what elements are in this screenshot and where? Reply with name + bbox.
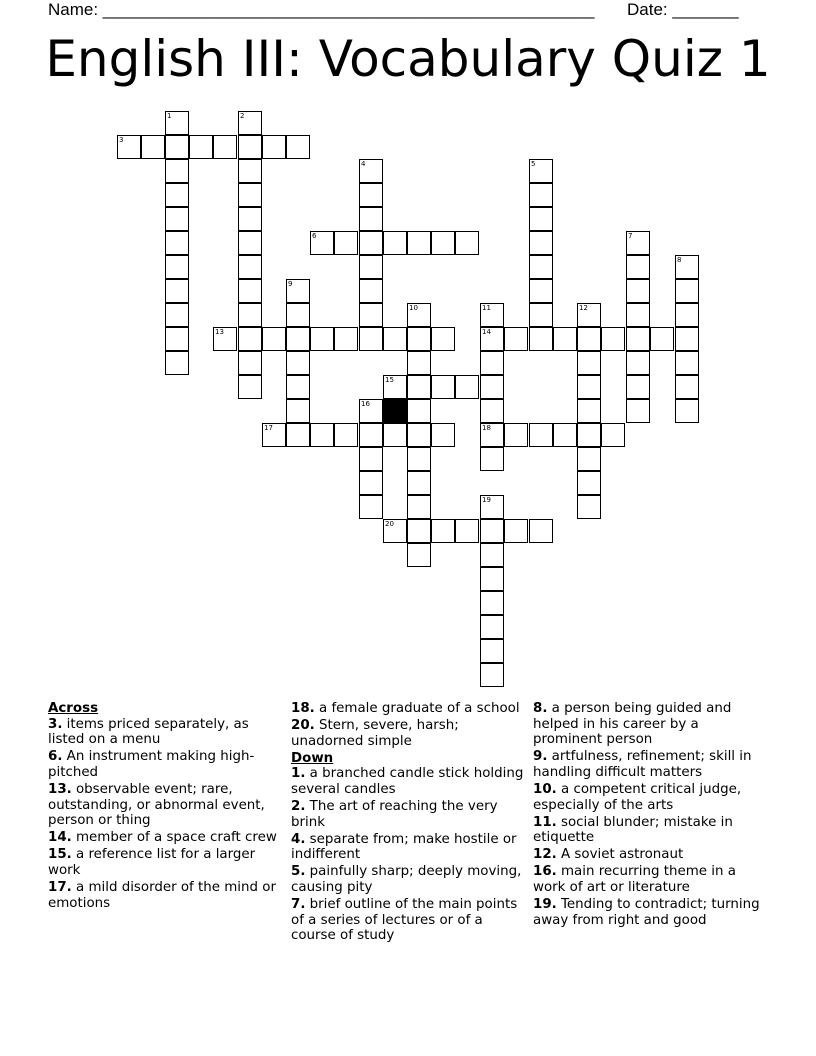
grid-cell[interactable] — [675, 327, 699, 351]
grid-cell[interactable] — [165, 159, 189, 183]
grid-cell[interactable] — [359, 495, 383, 519]
grid-cell[interactable] — [553, 327, 577, 351]
clue-item-text: Stern, severe, harsh; unadorned simple — [291, 718, 459, 749]
grid-cell[interactable] — [238, 231, 262, 255]
grid-cell[interactable] — [359, 159, 383, 183]
grid-cell[interactable] — [626, 231, 650, 255]
grid-cell[interactable] — [529, 279, 553, 303]
clue-column-3 — [533, 701, 768, 930]
grid-cell[interactable] — [626, 327, 650, 351]
grid-cell[interactable] — [529, 231, 553, 255]
grid-cell[interactable] — [286, 303, 310, 327]
grid-cell[interactable] — [286, 351, 310, 375]
clue-item-number: 11. — [533, 814, 557, 830]
grid-cell[interactable] — [334, 423, 358, 447]
clue-item-number: 9. — [533, 749, 548, 765]
clue-item-text: a reference list for a larger work — [48, 847, 256, 878]
grid-cell[interactable] — [431, 423, 455, 447]
clue-item-number: 14. — [48, 830, 72, 846]
grid-cell[interactable] — [262, 327, 286, 351]
grid-cell[interactable] — [165, 303, 189, 327]
grid-cell[interactable] — [529, 327, 553, 351]
clue-item-number: 13. — [48, 781, 72, 797]
clue-number: 10 — [409, 304, 418, 312]
grid-cell[interactable] — [431, 327, 455, 351]
clue-number: 8 — [677, 256, 682, 264]
grid-cell[interactable] — [601, 423, 625, 447]
clue-number: 17 — [264, 424, 273, 432]
grid-cell[interactable] — [529, 519, 553, 543]
clue-item — [48, 880, 283, 911]
clue-item-number: 5. — [291, 864, 306, 880]
grid-cell[interactable] — [626, 351, 650, 375]
clue-number: 15 — [385, 376, 394, 384]
grid-cell[interactable] — [455, 375, 479, 399]
grid-cell[interactable] — [213, 135, 237, 159]
page-title: English III: Vocabulary Quiz 1 — [45, 30, 771, 88]
grid-cell[interactable] — [529, 159, 553, 183]
clue-item — [48, 847, 283, 878]
grid-cell[interactable] — [577, 423, 601, 447]
grid-cell[interactable] — [286, 399, 310, 423]
grid-cell[interactable] — [480, 663, 504, 687]
clue-item-text: member of a space craft crew — [71, 830, 277, 846]
grid-cell[interactable] — [310, 423, 334, 447]
grid-cell[interactable] — [165, 183, 189, 207]
clue-item-number: 19. — [533, 897, 557, 913]
grid-cell[interactable] — [626, 399, 650, 423]
grid-cell[interactable] — [383, 327, 407, 351]
clue-item — [533, 897, 768, 928]
grid-cell[interactable] — [455, 519, 479, 543]
grid-cell[interactable] — [359, 279, 383, 303]
grid-cell[interactable] — [529, 183, 553, 207]
grid-cell[interactable] — [286, 327, 310, 351]
clue-item — [533, 864, 768, 895]
grid-cell[interactable] — [577, 471, 601, 495]
clue-item-text: a female graduate of a school — [314, 701, 520, 716]
grid-cell[interactable] — [577, 495, 601, 519]
grid-cell[interactable] — [529, 303, 553, 327]
clue-item — [291, 897, 526, 944]
grid-cell[interactable] — [383, 375, 407, 399]
clue-item — [291, 832, 526, 863]
clue-item — [533, 749, 768, 780]
grid-cell[interactable] — [165, 231, 189, 255]
grid-cell[interactable] — [165, 255, 189, 279]
clue-number: 3 — [119, 136, 124, 144]
clue-item-number: 10. — [533, 781, 557, 797]
clue-item — [48, 830, 283, 846]
grid-cell[interactable] — [480, 375, 504, 399]
grid-cell[interactable] — [480, 303, 504, 327]
grid-cell[interactable] — [553, 423, 577, 447]
grid-cell[interactable] — [577, 327, 601, 351]
clue-item-number: 18. — [291, 701, 315, 716]
clue-number: 6 — [312, 232, 317, 240]
grid-cell[interactable] — [286, 375, 310, 399]
grid-cell[interactable] — [529, 423, 553, 447]
clue-item-text: social blunder; mistake in etiquette — [533, 814, 733, 846]
grid-cell[interactable] — [359, 207, 383, 231]
grid-cell[interactable] — [480, 591, 504, 615]
grid-cell[interactable] — [359, 303, 383, 327]
clue-item-text: artfulness, refinement; skill in handling difficult matters — [533, 749, 752, 780]
clue-item-text: observable event; rare, outstanding, or abnormal event, person or thing — [48, 781, 265, 829]
clue-item-text: a person being guided and helped in his career by a prominent person — [533, 701, 732, 748]
grid-cell[interactable] — [359, 471, 383, 495]
grid-cell[interactable] — [238, 375, 262, 399]
grid-cell[interactable] — [165, 351, 189, 375]
grid-cell[interactable] — [529, 255, 553, 279]
grid-cell[interactable] — [117, 135, 141, 159]
grid-cell[interactable] — [286, 279, 310, 303]
grid-cell[interactable] — [480, 639, 504, 663]
grid-cell[interactable] — [407, 375, 431, 399]
clue-item-text: The art of reaching the very brink — [291, 799, 498, 830]
clue-item-number: 2. — [291, 799, 306, 815]
clue-item-number: 8. — [533, 701, 548, 716]
clue-item — [533, 847, 768, 863]
grid-cell[interactable] — [431, 519, 455, 543]
clue-number: 13 — [215, 328, 224, 336]
clue-number: 20 — [385, 520, 394, 528]
clue-item — [48, 717, 283, 748]
grid-cell[interactable] — [577, 447, 601, 471]
clue-item-text: painfully sharp; deeply moving, causing pity — [291, 864, 522, 896]
clue-number: 19 — [482, 496, 491, 504]
clue-number: 2 — [240, 112, 245, 120]
clue-number: 11 — [482, 304, 491, 312]
grid-cell[interactable] — [407, 447, 431, 471]
grid-cell[interactable] — [334, 231, 358, 255]
grid-cell[interactable] — [480, 567, 504, 591]
grid-cell[interactable] — [577, 351, 601, 375]
grid-cell[interactable] — [359, 327, 383, 351]
clue-item — [533, 815, 768, 846]
grid-cell[interactable] — [238, 327, 262, 351]
clue-number: 1 — [167, 112, 172, 120]
grid-cell[interactable] — [262, 423, 286, 447]
grid-cell[interactable] — [238, 279, 262, 303]
clue-item-text: A soviet astronaut — [556, 847, 684, 863]
grid-cell[interactable] — [431, 375, 455, 399]
grid-cell[interactable] — [601, 327, 625, 351]
grid-cell[interactable] — [626, 303, 650, 327]
grid-cell[interactable] — [310, 327, 334, 351]
grid-cell[interactable] — [189, 135, 213, 159]
grid-cell[interactable] — [238, 207, 262, 231]
grid-cell[interactable] — [626, 375, 650, 399]
grid-cell[interactable] — [407, 327, 431, 351]
clue-item — [533, 701, 768, 748]
across-heading: Across — [48, 701, 99, 716]
grid-cell[interactable] — [431, 231, 455, 255]
grid-cell[interactable] — [577, 375, 601, 399]
grid-cell[interactable] — [238, 183, 262, 207]
grid-cell[interactable] — [359, 255, 383, 279]
clue-item-text: a branched candle stick holding several candles — [291, 766, 524, 797]
grid-cell[interactable] — [675, 303, 699, 327]
clue-column-2 — [291, 701, 526, 945]
grid-cell[interactable] — [286, 423, 310, 447]
grid-cell[interactable] — [359, 423, 383, 447]
grid-cell[interactable] — [480, 399, 504, 423]
grid-cell[interactable] — [407, 303, 431, 327]
grid-cell[interactable] — [383, 519, 407, 543]
clue-item-number: 7. — [291, 897, 306, 913]
grid-cell[interactable] — [238, 135, 262, 159]
clue-item — [533, 782, 768, 813]
grid-cell[interactable] — [480, 447, 504, 471]
grid-cell[interactable] — [141, 135, 165, 159]
grid-cell[interactable] — [359, 231, 383, 255]
grid-cell[interactable] — [383, 231, 407, 255]
grid-cell[interactable] — [577, 303, 601, 327]
clue-item-number: 20. — [291, 718, 315, 734]
grid-cell[interactable] — [407, 423, 431, 447]
clue-item-number: 17. — [48, 880, 72, 896]
clue-item-number: 3. — [48, 716, 63, 732]
black-square — [383, 399, 407, 423]
grid-cell[interactable] — [286, 135, 310, 159]
grid-cell[interactable] — [650, 327, 674, 351]
grid-cell[interactable] — [238, 111, 262, 135]
grid-cell[interactable] — [504, 423, 528, 447]
clue-item-number: 15. — [48, 847, 72, 863]
grid-cell[interactable] — [238, 351, 262, 375]
grid-cell[interactable] — [407, 543, 431, 567]
grid-cell[interactable] — [504, 519, 528, 543]
grid-cell[interactable] — [675, 255, 699, 279]
grid-cell[interactable] — [480, 615, 504, 639]
grid-cell[interactable] — [407, 351, 431, 375]
grid-cell[interactable] — [310, 231, 334, 255]
clue-column-1 — [48, 701, 283, 913]
grid-cell[interactable] — [165, 279, 189, 303]
clue-item-number: 12. — [533, 847, 557, 863]
clue-item — [291, 701, 526, 717]
grid-cell[interactable] — [238, 255, 262, 279]
grid-cell[interactable] — [407, 519, 431, 543]
clue-number: 9 — [288, 280, 293, 288]
grid-cell[interactable] — [577, 399, 601, 423]
clue-number: 16 — [361, 400, 370, 408]
clue-item-text: Tending to contradict; turning away from right and good — [533, 897, 760, 928]
clue-number: 18 — [482, 424, 491, 432]
clue-number: 4 — [361, 160, 366, 168]
clue-item — [48, 782, 283, 829]
grid-cell[interactable] — [359, 399, 383, 423]
clue-item — [291, 718, 526, 749]
grid-cell[interactable] — [480, 495, 504, 519]
grid-cell[interactable] — [407, 399, 431, 423]
date-field[interactable]: Date: _______ — [627, 0, 739, 19]
grid-cell[interactable] — [334, 327, 358, 351]
grid-cell[interactable] — [675, 399, 699, 423]
grid-cell[interactable] — [359, 183, 383, 207]
grid-cell[interactable] — [165, 207, 189, 231]
clue-item-text: items priced separately, as listed on a menu — [48, 716, 249, 748]
clue-item-text: a competent critical judge, especially of the arts — [533, 781, 742, 813]
grid-cell[interactable] — [407, 231, 431, 255]
grid-cell[interactable] — [480, 423, 504, 447]
grid-cell[interactable] — [165, 327, 189, 351]
grid-cell[interactable] — [480, 327, 504, 351]
clue-number: 5 — [531, 160, 536, 168]
grid-cell[interactable] — [529, 207, 553, 231]
grid-cell[interactable] — [407, 495, 431, 519]
grid-cell[interactable] — [407, 471, 431, 495]
clue-item-text: a mild disorder of the mind or emotions — [48, 880, 276, 911]
grid-cell[interactable] — [262, 135, 286, 159]
clue-item — [48, 749, 283, 780]
grid-cell[interactable] — [455, 231, 479, 255]
clue-number: 12 — [579, 304, 588, 312]
clue-number: 7 — [628, 232, 633, 240]
grid-cell[interactable] — [238, 159, 262, 183]
grid-cell[interactable] — [626, 279, 650, 303]
grid-cell[interactable] — [213, 327, 237, 351]
clue-item-number: 4. — [291, 831, 306, 847]
grid-cell[interactable] — [480, 351, 504, 375]
grid-cell[interactable] — [675, 375, 699, 399]
grid-cell[interactable] — [359, 447, 383, 471]
grid-cell[interactable] — [480, 519, 504, 543]
grid-cell[interactable] — [238, 303, 262, 327]
clue-item-text: An instrument making high-pitched — [48, 749, 255, 780]
grid-cell[interactable] — [626, 255, 650, 279]
clue-item — [291, 766, 526, 797]
grid-cell[interactable] — [165, 135, 189, 159]
clue-item-number: 16. — [533, 864, 557, 880]
clue-item-text: brief outline of the main points of a series of lectures or of a course of study — [291, 897, 518, 944]
clue-item-text: main recurring theme in a work of art or literature — [533, 864, 736, 896]
grid-cell[interactable] — [675, 279, 699, 303]
grid-cell[interactable] — [165, 111, 189, 135]
grid-cell[interactable] — [675, 351, 699, 375]
name-field[interactable]: Name: ____________________________________________________ — [48, 0, 595, 19]
clue-item-number: 1. — [291, 766, 306, 782]
clue-item-text: separate from; make hostile or indifferent — [291, 831, 517, 863]
clue-item — [291, 799, 526, 830]
clue-item — [291, 864, 526, 895]
down-heading: Down — [291, 750, 334, 766]
clue-item-number: 6. — [48, 749, 63, 765]
grid-cell[interactable] — [383, 423, 407, 447]
clue-number: 14 — [482, 328, 491, 336]
grid-cell[interactable] — [480, 543, 504, 567]
grid-cell[interactable] — [504, 327, 528, 351]
